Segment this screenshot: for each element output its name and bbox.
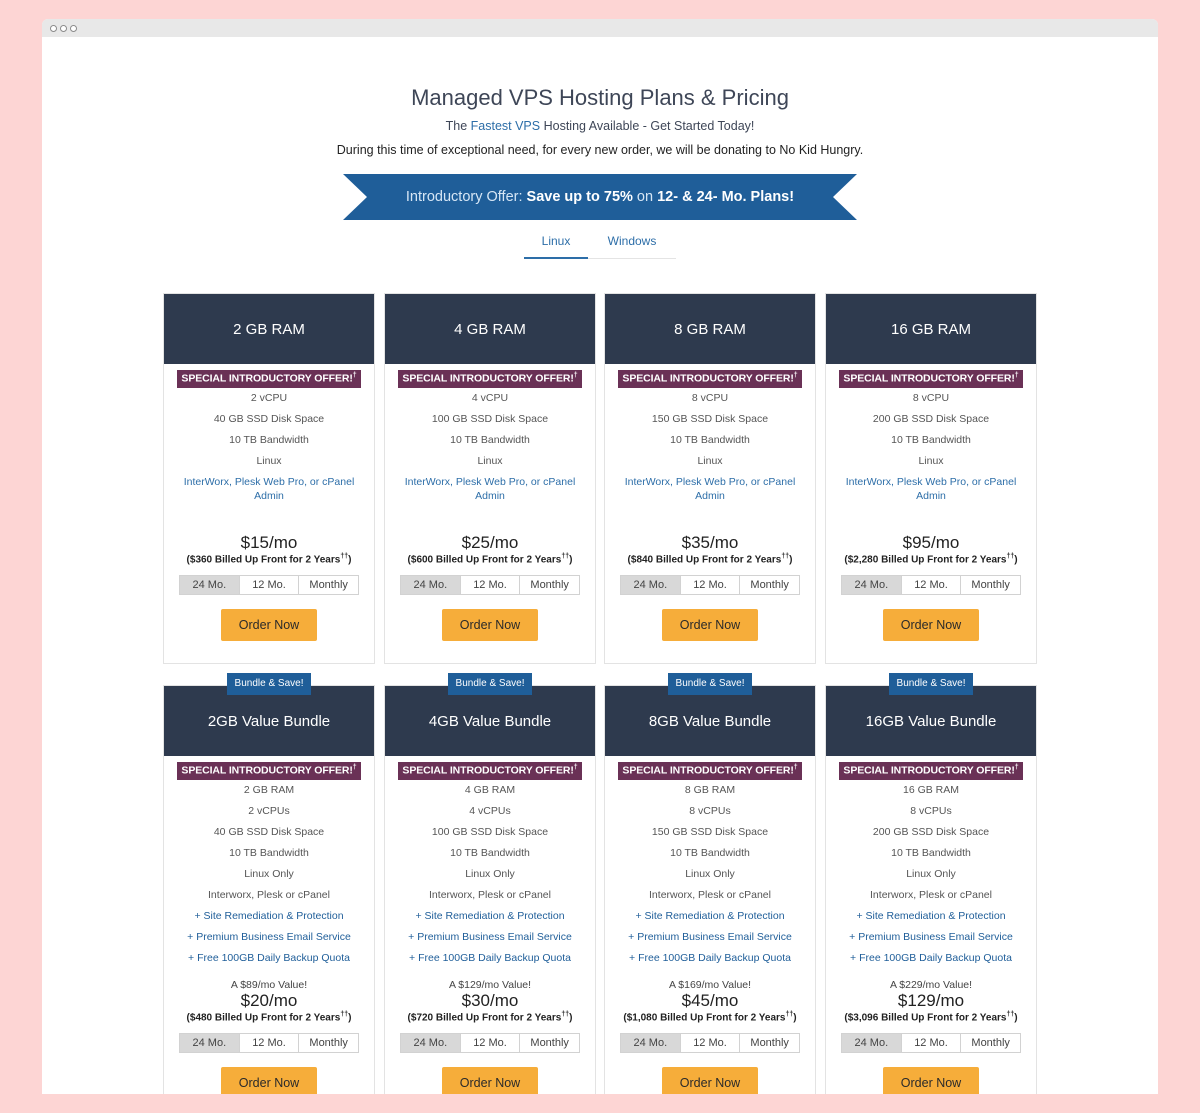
bonus-feature-item: + Free 100GB Daily Backup Quota bbox=[629, 951, 791, 964]
order-now-button[interactable]: Order Now bbox=[442, 1067, 538, 1094]
special-offer-dagger: † bbox=[793, 764, 798, 771]
billed-up-front bbox=[826, 1011, 1036, 1023]
bundle-card-body bbox=[826, 756, 1036, 1094]
bonus-feature-item: + Premium Business Email Service bbox=[187, 930, 351, 943]
bonus-feature-item: + Site Remediation & Protection bbox=[194, 909, 344, 922]
feature-item: 10 TB Bandwidth bbox=[670, 846, 750, 859]
feature-item: Interworx, Plesk or cPanel bbox=[649, 888, 771, 901]
plan-card-body bbox=[164, 364, 374, 641]
special-offer-label: SPECIAL INTRODUCTORY OFFER! bbox=[402, 372, 574, 385]
term-selector bbox=[620, 575, 800, 595]
billed-close: ) bbox=[348, 1011, 352, 1023]
os-tabs bbox=[524, 233, 676, 259]
term-option-24mo[interactable]: 24 Mo. bbox=[621, 576, 680, 594]
bundle-value: A $169/mo Value! bbox=[668, 978, 752, 991]
term-option-12mo[interactable]: 12 Mo. bbox=[239, 576, 299, 594]
term-selector bbox=[400, 575, 580, 595]
feature-item: 10 TB Bandwidth bbox=[891, 846, 971, 859]
feature-item: 150 GB SSD Disk Space bbox=[651, 412, 769, 425]
billed-text: ($480 Billed Up Front for 2 Years bbox=[186, 1011, 341, 1023]
term-option-24mo[interactable]: 24 Mo. bbox=[842, 1034, 901, 1052]
term-option-monthly[interactable]: Monthly bbox=[298, 1034, 358, 1052]
feature-item: 40 GB SSD Disk Space bbox=[213, 412, 325, 425]
special-offer-dagger: † bbox=[1014, 372, 1019, 379]
billed-text: ($1,080 Billed Up Front for 2 Years bbox=[623, 1011, 786, 1023]
plan-price: $95/mo bbox=[902, 532, 960, 552]
feature-item: 10 TB Bandwidth bbox=[450, 433, 530, 446]
bundle-card-title: 2GB Value Bundle bbox=[164, 686, 374, 756]
billed-dagger: †† bbox=[785, 1010, 794, 1018]
special-offer-badge bbox=[839, 370, 1022, 388]
term-option-12mo[interactable]: 12 Mo. bbox=[901, 576, 961, 594]
bundle-card bbox=[604, 685, 816, 1094]
control-panel-link[interactable]: InterWorx, Plesk Web Pro, or cPanel Admin bbox=[624, 475, 796, 502]
banner-middle: on bbox=[632, 189, 658, 205]
bonus-feature-item: + Premium Business Email Service bbox=[408, 930, 572, 943]
bundle-card-title: 16GB Value Bundle bbox=[826, 686, 1036, 756]
feature-item: 16 GB RAM bbox=[902, 783, 960, 796]
term-option-12mo[interactable]: 12 Mo. bbox=[680, 576, 740, 594]
billed-text: ($600 Billed Up Front for 2 Years bbox=[407, 553, 562, 565]
term-selector bbox=[841, 575, 1021, 595]
feature-item: 2 vCPUs bbox=[248, 804, 290, 817]
donation-notice: During this time of exceptional need, for every new order, we will be donating to No Kid Hungry. bbox=[336, 143, 864, 157]
bundle-card-body bbox=[605, 756, 815, 1094]
fastest-vps-link[interactable]: Fastest VPS bbox=[470, 119, 541, 133]
billed-text: ($360 Billed Up Front for 2 Years bbox=[186, 553, 341, 565]
billed-dagger: †† bbox=[561, 1010, 570, 1018]
plan-price: $15/mo bbox=[240, 532, 298, 552]
plan-card bbox=[384, 293, 596, 664]
special-offer-label: SPECIAL INTRODUCTORY OFFER! bbox=[181, 372, 353, 385]
plan-card-title: 2 GB RAM bbox=[164, 294, 374, 364]
term-option-monthly[interactable]: Monthly bbox=[519, 576, 579, 594]
bonus-feature-item: + Site Remediation & Protection bbox=[856, 909, 1006, 922]
feature-item: Linux Only bbox=[244, 867, 294, 880]
special-offer-label: SPECIAL INTRODUCTORY OFFER! bbox=[181, 764, 353, 777]
special-offer-label: SPECIAL INTRODUCTORY OFFER! bbox=[622, 764, 794, 777]
billed-up-front bbox=[385, 553, 595, 565]
billed-dagger: †† bbox=[561, 552, 570, 560]
bonus-feature-item: + Premium Business Email Service bbox=[628, 930, 792, 943]
feature-item: 8 vCPUs bbox=[689, 804, 731, 817]
window-close-dot-icon[interactable] bbox=[50, 25, 57, 32]
term-option-monthly[interactable]: Monthly bbox=[960, 1034, 1020, 1052]
subtitle-text-post: Hosting Available - Get Started Today! bbox=[540, 119, 755, 133]
plan-card-body bbox=[826, 364, 1036, 641]
feature-item: 4 vCPUs bbox=[469, 804, 511, 817]
browser-window bbox=[42, 19, 1158, 1094]
bundle-price: $45/mo bbox=[681, 990, 739, 1010]
term-option-12mo[interactable]: 12 Mo. bbox=[680, 1034, 740, 1052]
feature-item: 2 GB RAM bbox=[243, 783, 295, 796]
order-now-button[interactable]: Order Now bbox=[221, 1067, 317, 1094]
special-offer-badge bbox=[398, 370, 581, 388]
billed-dagger: †† bbox=[340, 552, 349, 560]
banner-plans: 12- & 24- Mo. Plans! bbox=[657, 189, 795, 205]
feature-item: Linux bbox=[918, 454, 944, 467]
special-offer-label: SPECIAL INTRODUCTORY OFFER! bbox=[843, 764, 1015, 777]
bundle-value: A $89/mo Value! bbox=[230, 978, 308, 991]
feature-item: Linux bbox=[697, 454, 723, 467]
term-option-monthly[interactable]: Monthly bbox=[960, 576, 1020, 594]
billed-text: ($2,280 Billed Up Front for 2 Years bbox=[844, 553, 1007, 565]
special-offer-badge bbox=[177, 370, 360, 388]
billed-dagger: †† bbox=[1006, 552, 1015, 560]
term-option-24mo[interactable]: 24 Mo. bbox=[842, 576, 901, 594]
billed-text: ($720 Billed Up Front for 2 Years bbox=[407, 1011, 562, 1023]
feature-item: 8 GB RAM bbox=[684, 783, 736, 796]
feature-item: 10 TB Bandwidth bbox=[891, 433, 971, 446]
feature-item: 100 GB SSD Disk Space bbox=[431, 412, 549, 425]
feature-item: 8 vCPUs bbox=[910, 804, 952, 817]
plan-card-title: 8 GB RAM bbox=[605, 294, 815, 364]
feature-item: 200 GB SSD Disk Space bbox=[872, 825, 990, 838]
special-offer-dagger: † bbox=[573, 764, 578, 771]
special-offer-dagger: † bbox=[793, 372, 798, 379]
plan-price: $25/mo bbox=[461, 532, 519, 552]
order-now-button[interactable]: Order Now bbox=[442, 609, 538, 641]
control-panel-link[interactable]: InterWorx, Plesk Web Pro, or cPanel Admin bbox=[404, 475, 576, 502]
term-selector bbox=[620, 1033, 800, 1053]
special-offer-badge bbox=[618, 762, 801, 780]
bundle-price: $129/mo bbox=[897, 990, 965, 1010]
billed-text: ($840 Billed Up Front for 2 Years bbox=[627, 553, 782, 565]
billed-up-front bbox=[605, 1011, 815, 1023]
bundle-card-title: 8GB Value Bundle bbox=[605, 686, 815, 756]
plan-card-title: 4 GB RAM bbox=[385, 294, 595, 364]
plan-card-title: 16 GB RAM bbox=[826, 294, 1036, 364]
term-option-12mo[interactable]: 12 Mo. bbox=[460, 576, 520, 594]
special-offer-dagger: † bbox=[573, 372, 578, 379]
page-content bbox=[42, 37, 1158, 1094]
feature-item: 10 TB Bandwidth bbox=[229, 433, 309, 446]
feature-item: Interworx, Plesk or cPanel bbox=[870, 888, 992, 901]
feature-item: 10 TB Bandwidth bbox=[450, 846, 530, 859]
order-now-button[interactable]: Order Now bbox=[883, 1067, 979, 1094]
plan-card bbox=[825, 293, 1037, 664]
bonus-feature-item: + Premium Business Email Service bbox=[849, 930, 1013, 943]
feature-item: 8 vCPU bbox=[912, 391, 950, 404]
special-offer-badge bbox=[177, 762, 360, 780]
bundle-save-badge: Bundle & Save! bbox=[668, 673, 752, 695]
plan-card-body bbox=[605, 364, 815, 641]
feature-item: 8 vCPU bbox=[691, 391, 729, 404]
term-selector bbox=[400, 1033, 580, 1053]
banner-discount: Save up to 75% bbox=[526, 189, 633, 205]
plan-price: $35/mo bbox=[681, 532, 739, 552]
term-option-12mo[interactable]: 12 Mo. bbox=[460, 1034, 520, 1052]
billed-close: ) bbox=[793, 1011, 797, 1023]
billed-close: ) bbox=[348, 553, 352, 565]
plan-card bbox=[604, 293, 816, 664]
bundle-card-body bbox=[385, 756, 595, 1094]
billed-up-front bbox=[164, 553, 374, 565]
bundle-card-title: 4GB Value Bundle bbox=[385, 686, 595, 756]
order-now-button[interactable]: Order Now bbox=[883, 609, 979, 641]
billed-close: ) bbox=[569, 1011, 573, 1023]
banner-prefix: Introductory Offer: bbox=[405, 189, 527, 205]
banner-text bbox=[343, 174, 857, 220]
bonus-feature-item: + Free 100GB Daily Backup Quota bbox=[188, 951, 350, 964]
special-offer-dagger: † bbox=[352, 764, 357, 771]
bundle-save-badge: Bundle & Save! bbox=[448, 673, 532, 695]
special-offer-badge bbox=[839, 762, 1022, 780]
feature-item: 4 GB RAM bbox=[464, 783, 516, 796]
term-option-monthly[interactable]: Monthly bbox=[739, 1034, 799, 1052]
billed-dagger: †† bbox=[340, 1010, 349, 1018]
order-now-button[interactable]: Order Now bbox=[221, 609, 317, 641]
billed-up-front bbox=[826, 553, 1036, 565]
term-option-24mo[interactable]: 24 Mo. bbox=[180, 576, 239, 594]
term-option-12mo[interactable]: 12 Mo. bbox=[239, 1034, 299, 1052]
feature-item: 200 GB SSD Disk Space bbox=[872, 412, 990, 425]
bonus-feature-item: + Site Remediation & Protection bbox=[635, 909, 785, 922]
plan-card-body bbox=[385, 364, 595, 641]
special-offer-dagger: † bbox=[1014, 764, 1019, 771]
window-titlebar bbox=[42, 19, 1158, 37]
term-option-24mo[interactable]: 24 Mo. bbox=[401, 1034, 460, 1052]
feature-item: Linux Only bbox=[465, 867, 515, 880]
feature-item: 2 vCPU bbox=[250, 391, 288, 404]
window-minimize-dot-icon[interactable] bbox=[60, 25, 67, 32]
term-option-24mo[interactable]: 24 Mo. bbox=[401, 576, 460, 594]
order-now-button[interactable]: Order Now bbox=[662, 1067, 758, 1094]
subtitle-text-pre: The bbox=[445, 119, 471, 133]
special-offer-badge bbox=[618, 370, 801, 388]
billed-close: ) bbox=[789, 553, 793, 565]
control-panel-link[interactable]: InterWorx, Plesk Web Pro, or cPanel Admin bbox=[845, 475, 1017, 502]
bonus-feature-item: + Site Remediation & Protection bbox=[415, 909, 565, 922]
billed-text: ($3,096 Billed Up Front for 2 Years bbox=[844, 1011, 1007, 1023]
tab-windows[interactable]: Windows bbox=[607, 234, 657, 248]
billed-up-front bbox=[605, 553, 815, 565]
term-option-12mo[interactable]: 12 Mo. bbox=[901, 1034, 961, 1052]
control-panel-link[interactable]: InterWorx, Plesk Web Pro, or cPanel Admin bbox=[183, 475, 355, 502]
tab-linux[interactable]: Linux bbox=[524, 233, 588, 259]
term-option-24mo[interactable]: 24 Mo. bbox=[621, 1034, 680, 1052]
term-option-24mo[interactable]: 24 Mo. bbox=[180, 1034, 239, 1052]
special-offer-label: SPECIAL INTRODUCTORY OFFER! bbox=[622, 372, 794, 385]
term-option-monthly[interactable]: Monthly bbox=[519, 1034, 579, 1052]
order-now-button[interactable]: Order Now bbox=[662, 609, 758, 641]
feature-item: 10 TB Bandwidth bbox=[670, 433, 750, 446]
feature-item: 4 vCPU bbox=[471, 391, 509, 404]
plan-card bbox=[163, 293, 375, 664]
bundle-price: $20/mo bbox=[240, 990, 298, 1010]
term-selector bbox=[179, 575, 359, 595]
special-offer-dagger: † bbox=[352, 372, 357, 379]
term-selector bbox=[179, 1033, 359, 1053]
bundle-card-body bbox=[164, 756, 374, 1094]
feature-item: Linux Only bbox=[906, 867, 956, 880]
bundle-value: A $229/mo Value! bbox=[889, 978, 973, 991]
feature-item: Interworx, Plesk or cPanel bbox=[429, 888, 551, 901]
bundle-card bbox=[163, 685, 375, 1094]
page-title: Managed VPS Hosting Plans & Pricing bbox=[411, 85, 789, 110]
window-maximize-dot-icon[interactable] bbox=[70, 25, 77, 32]
bonus-feature-item: + Free 100GB Daily Backup Quota bbox=[850, 951, 1012, 964]
term-option-monthly[interactable]: Monthly bbox=[298, 576, 358, 594]
term-option-monthly[interactable]: Monthly bbox=[739, 576, 799, 594]
billed-close: ) bbox=[569, 553, 573, 565]
feature-item: 150 GB SSD Disk Space bbox=[651, 825, 769, 838]
billed-up-front bbox=[164, 1011, 374, 1023]
billed-close: ) bbox=[1014, 1011, 1018, 1023]
bundle-card bbox=[825, 685, 1037, 1094]
page-subtitle bbox=[42, 119, 1158, 133]
bundle-save-badge: Bundle & Save! bbox=[889, 673, 973, 695]
billed-close: ) bbox=[1014, 553, 1018, 565]
feature-item: Linux bbox=[477, 454, 503, 467]
feature-item: 100 GB SSD Disk Space bbox=[431, 825, 549, 838]
billed-dagger: †† bbox=[781, 552, 790, 560]
feature-item: 10 TB Bandwidth bbox=[229, 846, 309, 859]
special-offer-label: SPECIAL INTRODUCTORY OFFER! bbox=[843, 372, 1015, 385]
term-selector bbox=[841, 1033, 1021, 1053]
bundle-card bbox=[384, 685, 596, 1094]
special-offer-badge bbox=[398, 762, 581, 780]
bundle-save-badge: Bundle & Save! bbox=[227, 673, 311, 695]
bundle-value: A $129/mo Value! bbox=[448, 978, 532, 991]
feature-item: Linux bbox=[256, 454, 282, 467]
billed-dagger: †† bbox=[1006, 1010, 1015, 1018]
feature-item: Interworx, Plesk or cPanel bbox=[208, 888, 330, 901]
feature-item: 40 GB SSD Disk Space bbox=[213, 825, 325, 838]
bonus-feature-item: + Free 100GB Daily Backup Quota bbox=[409, 951, 571, 964]
special-offer-label: SPECIAL INTRODUCTORY OFFER! bbox=[402, 764, 574, 777]
feature-item: Linux Only bbox=[685, 867, 735, 880]
billed-up-front bbox=[385, 1011, 595, 1023]
bundle-price: $30/mo bbox=[461, 990, 519, 1010]
intro-offer-banner bbox=[343, 174, 857, 220]
